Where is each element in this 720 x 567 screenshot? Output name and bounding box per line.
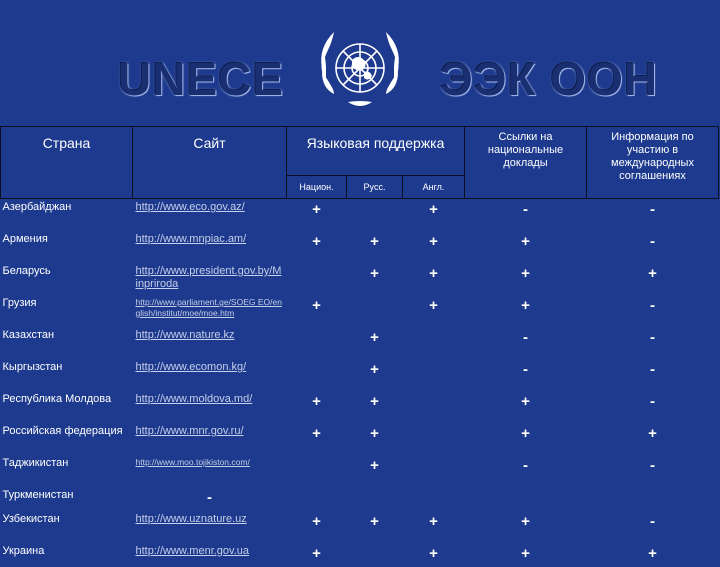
header-lang-national: Национ. bbox=[287, 176, 347, 199]
country-name: Республика Молдова bbox=[2, 393, 112, 405]
lang-russian-mark: + bbox=[370, 233, 379, 250]
site-link[interactable]: http://www.parliament.ge/SOEG EO/english/institut/moe/moe.htm bbox=[135, 297, 282, 318]
table-row bbox=[1, 391, 719, 423]
site-link[interactable]: http://www.moldova.md/ bbox=[135, 393, 253, 405]
agreements-mark: - bbox=[650, 329, 656, 346]
lang-russian-mark: + bbox=[370, 457, 379, 474]
lang-national-mark bbox=[287, 455, 347, 487]
lang-english-mark bbox=[403, 455, 465, 487]
lang-english-mark: + bbox=[429, 201, 438, 218]
country-name: Казахстан bbox=[2, 329, 55, 341]
country-name: Украина bbox=[2, 545, 45, 557]
country-table bbox=[0, 126, 719, 567]
lang-russian-mark: + bbox=[370, 513, 379, 530]
table-row bbox=[1, 263, 719, 295]
reports-mark: - bbox=[523, 457, 529, 474]
table-row bbox=[1, 199, 719, 232]
reports-mark: - bbox=[523, 329, 529, 346]
lang-english-mark bbox=[403, 487, 465, 511]
country-name: Туркменистан bbox=[2, 489, 74, 501]
agreements-mark: - bbox=[650, 393, 656, 410]
site-link[interactable]: http://www.uznature.uz bbox=[135, 513, 247, 525]
lang-english-mark: + bbox=[429, 265, 438, 282]
agreements-mark: - bbox=[650, 513, 656, 530]
lang-russian-mark: + bbox=[370, 329, 379, 346]
reports-mark: - bbox=[523, 201, 529, 218]
reports-mark: + bbox=[521, 265, 530, 282]
country-name: Узбекистан bbox=[2, 513, 60, 525]
agreements-mark: + bbox=[648, 545, 657, 562]
header-international-agreements: Информация по участию в международных соглашениях bbox=[587, 127, 719, 199]
reports-mark: + bbox=[521, 425, 530, 442]
lang-national-mark bbox=[287, 263, 347, 295]
country-name: Беларусь bbox=[2, 265, 51, 277]
reports-mark: + bbox=[521, 545, 530, 562]
slide-header bbox=[0, 0, 720, 125]
site-link[interactable]: http://www.menr.gov.ua bbox=[135, 545, 250, 557]
lang-russian-mark bbox=[347, 199, 403, 232]
reports-mark: + bbox=[521, 297, 530, 314]
country-name: Кыргызстан bbox=[2, 361, 63, 373]
agreements-mark: - bbox=[650, 233, 656, 250]
lang-english-mark bbox=[403, 327, 465, 359]
lang-national-mark: + bbox=[312, 393, 321, 410]
site-link[interactable]: http://www.mnpiac.am/ bbox=[135, 233, 247, 245]
header-language-support: Языковая поддержка bbox=[287, 127, 465, 176]
lang-national-mark: + bbox=[312, 297, 321, 314]
header-country: Страна bbox=[1, 127, 133, 199]
reports-mark: + bbox=[521, 513, 530, 530]
site-link[interactable]: http://www.nature.kz bbox=[135, 329, 235, 341]
un-emblem-icon bbox=[308, 22, 412, 122]
lang-english-mark bbox=[403, 423, 465, 455]
country-name: Азербайджан bbox=[2, 201, 72, 213]
reports-mark bbox=[465, 487, 587, 511]
lang-russian-mark: + bbox=[370, 265, 379, 282]
table-row bbox=[1, 327, 719, 359]
brand-unece: UNECE bbox=[118, 53, 285, 105]
agreements-mark bbox=[587, 487, 719, 511]
agreements-mark: - bbox=[650, 297, 656, 314]
country-name: Российская федерация bbox=[2, 425, 123, 437]
site-link[interactable]: http://www.president.gov.by/Minpriroda bbox=[135, 265, 282, 290]
table-row bbox=[1, 511, 719, 543]
site-link[interactable]: http://www.moo.tojikiston.com/ bbox=[135, 457, 250, 467]
reports-mark: - bbox=[523, 361, 529, 378]
agreements-mark: - bbox=[650, 201, 656, 218]
lang-english-mark bbox=[403, 359, 465, 391]
table-row bbox=[1, 487, 719, 511]
site-link[interactable]: http://www.eco.gov.az/ bbox=[135, 201, 245, 213]
header-lang-english: Англ. bbox=[403, 176, 465, 199]
lang-russian-mark bbox=[347, 487, 403, 511]
agreements-mark: + bbox=[648, 265, 657, 282]
lang-national-mark: + bbox=[312, 425, 321, 442]
site-link[interactable]: http://www.ecomon.kg/ bbox=[135, 361, 247, 373]
lang-english-mark bbox=[403, 391, 465, 423]
lang-national-mark bbox=[287, 327, 347, 359]
lang-russian-mark bbox=[347, 295, 403, 327]
lang-russian-mark: + bbox=[370, 425, 379, 442]
lang-english-mark: + bbox=[429, 513, 438, 530]
table-row bbox=[1, 423, 719, 455]
lang-english-mark: + bbox=[429, 545, 438, 562]
brand-eek-oon: ЭЭК ООН bbox=[440, 53, 659, 105]
reports-mark: + bbox=[521, 233, 530, 250]
lang-national-mark: + bbox=[312, 513, 321, 530]
lang-english-mark: + bbox=[429, 233, 438, 250]
country-name: Таджикистан bbox=[2, 457, 69, 469]
reports-mark: + bbox=[521, 393, 530, 410]
country-name: Армения bbox=[2, 233, 48, 245]
table-row bbox=[1, 231, 719, 263]
lang-russian-mark bbox=[347, 543, 403, 567]
agreements-mark: - bbox=[650, 457, 656, 474]
lang-english-mark: + bbox=[429, 297, 438, 314]
lang-national-mark bbox=[287, 487, 347, 511]
lang-russian-mark: + bbox=[370, 393, 379, 410]
site-link[interactable]: http://www.mnr.gov.ru/ bbox=[135, 425, 244, 437]
lang-russian-mark: + bbox=[370, 361, 379, 378]
lang-national-mark: + bbox=[312, 233, 321, 250]
header-site: Сайт bbox=[133, 127, 287, 199]
header-national-reports: Ссылки на национальные доклады bbox=[465, 127, 587, 199]
table-row bbox=[1, 295, 719, 327]
header-lang-russian: Русс. bbox=[347, 176, 403, 199]
table-row bbox=[1, 455, 719, 487]
lang-national-mark bbox=[287, 359, 347, 391]
agreements-mark: - bbox=[650, 361, 656, 378]
lang-national-mark: + bbox=[312, 545, 321, 562]
lang-national-mark: + bbox=[312, 201, 321, 218]
table-row bbox=[1, 359, 719, 391]
table-row bbox=[1, 543, 719, 567]
country-name: Грузия bbox=[2, 297, 37, 309]
site-link: - bbox=[207, 489, 212, 506]
agreements-mark: + bbox=[648, 425, 657, 442]
